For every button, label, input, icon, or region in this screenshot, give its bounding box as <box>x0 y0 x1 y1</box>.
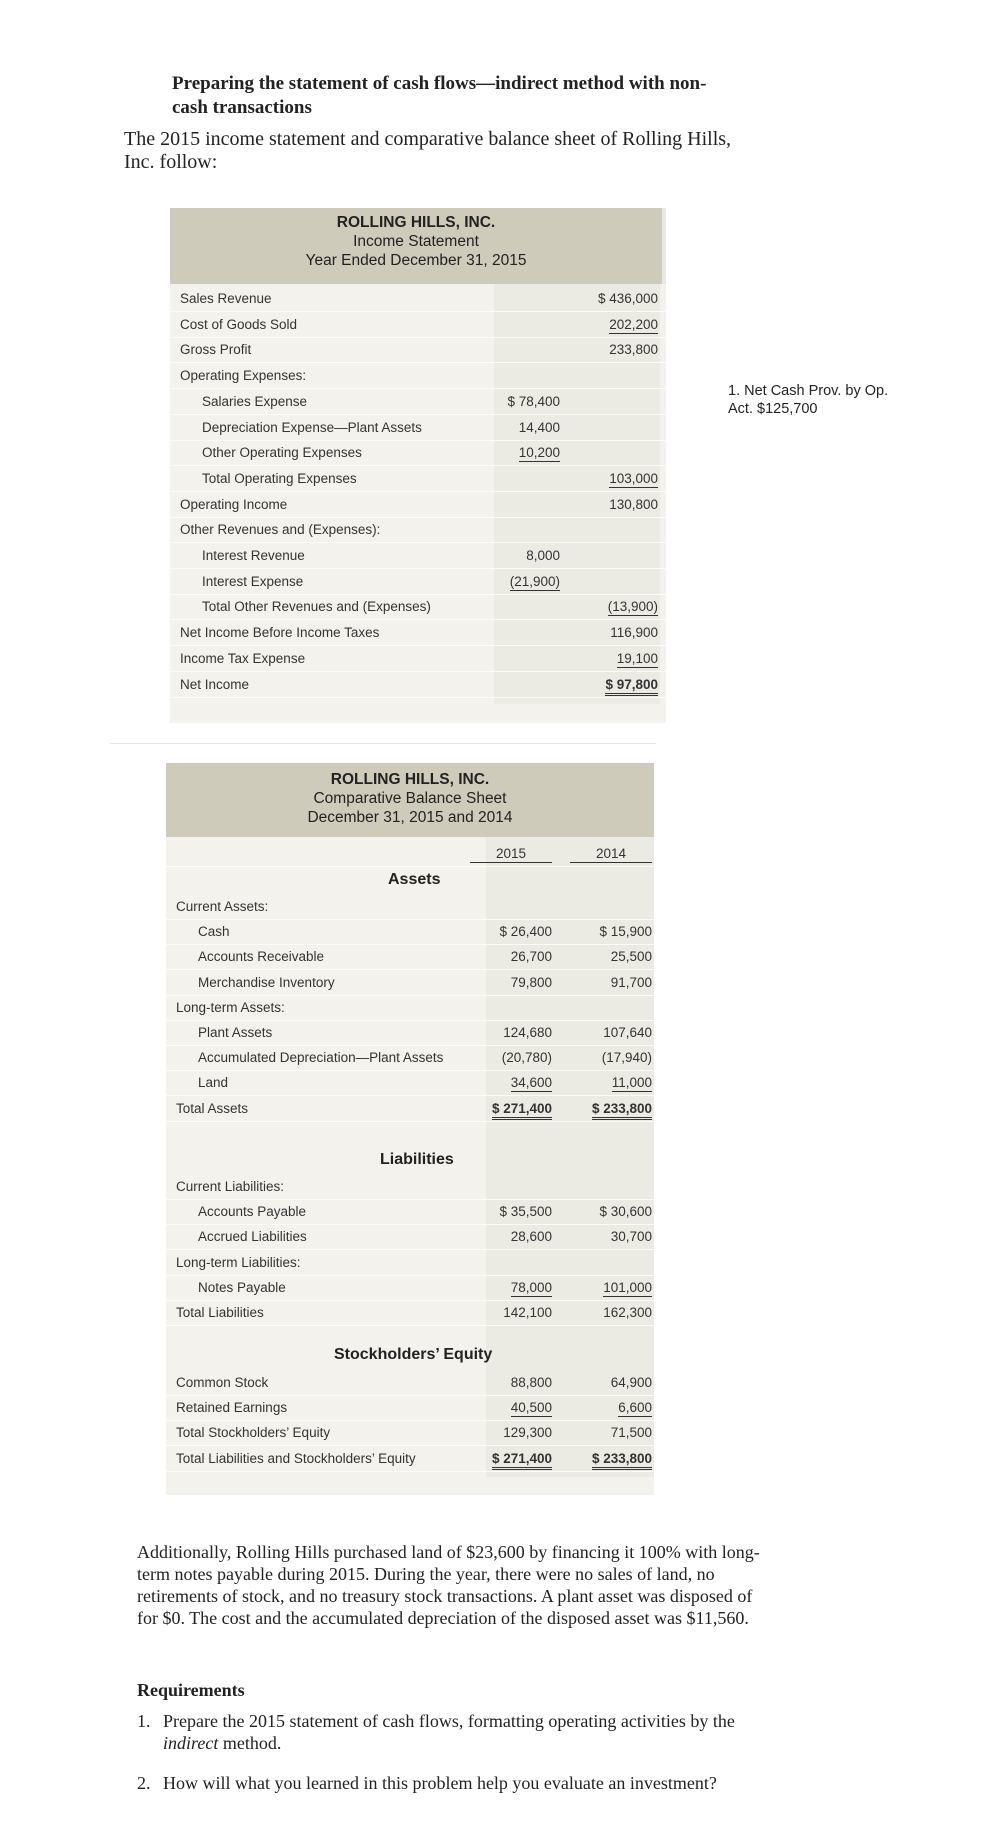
row-label: Long-term Liabilities: <box>176 1254 301 1270</box>
row-label: Total Operating Expenses <box>202 470 357 486</box>
table-row <box>170 363 666 389</box>
row-label: Total Assets <box>176 1100 249 1116</box>
additional-info: Additionally, Rolling Hills purchased land of $23,600 by financing it 100% with long-term notes payable during 2015. During the year, there were no sales of land, no retirements of stock, and no treasury stock transactions. A plant asset was disposed of for $0. The cost and the accumulated depreciation of the disposed asset was $11,560. <box>137 1542 760 1628</box>
row-value-col2: (13,900) <box>607 599 658 615</box>
company-name: ROLLING HILLS, INC. <box>330 771 490 788</box>
row-label: Total Other Revenues and (Expenses) <box>202 599 431 615</box>
table-row <box>170 646 666 672</box>
row-value-col2: 6,600 <box>618 1400 652 1416</box>
table-row <box>166 970 654 996</box>
table-row <box>166 1370 654 1396</box>
row-label: Plant Assets <box>198 1025 273 1040</box>
table-row <box>170 466 666 492</box>
row-value-col1: 26,700 <box>510 949 552 965</box>
row-label: Common Stock <box>176 1375 269 1390</box>
row-label: Notes Payable <box>198 1279 286 1295</box>
row-value-col2: 202,200 <box>609 316 658 332</box>
row-label: Cash <box>198 924 230 940</box>
row-label: Net Income <box>180 676 250 692</box>
table-row <box>170 415 666 441</box>
table-row <box>170 569 666 595</box>
row-label: Accounts Payable <box>198 1204 307 1220</box>
row-value-col2: $ 30,600 <box>599 1204 652 1220</box>
table-row <box>166 1395 654 1421</box>
table-row <box>166 1250 654 1276</box>
row-label: Total Stockholders’ Equity <box>176 1425 331 1441</box>
row-label: Total Liabilities <box>176 1305 264 1320</box>
table-row <box>166 1446 654 1472</box>
table-row <box>166 1224 654 1250</box>
row-label: Sales Revenue <box>180 291 272 306</box>
requirement-text: How will what you learned in this problem help you evaluate an investment? <box>163 1773 717 1793</box>
problem-title: Preparing the statement of cash flows—indirect method with non-cash transactions <box>172 73 707 118</box>
row-label: Income Tax Expense <box>180 650 306 666</box>
table-row <box>170 620 666 646</box>
row-value-col1: 40,500 <box>510 1400 552 1416</box>
row-value-col2: 11,000 <box>611 1075 652 1091</box>
table-row <box>166 1300 654 1326</box>
requirement-number: 2. <box>137 1773 151 1793</box>
table-row <box>170 286 666 312</box>
table-row <box>170 389 666 415</box>
row-value-col1: $ 35,500 <box>499 1204 552 1220</box>
col-header-2014: 2014 <box>570 846 652 863</box>
row-label: Depreciation Expense—Plant Assets <box>202 419 422 435</box>
row-value-col2: $ 97,800 <box>605 677 658 696</box>
table-row <box>166 944 654 970</box>
table-row <box>170 672 666 698</box>
row-value-col2: $ 233,800 <box>592 1451 652 1470</box>
section-title-equity: Stockholders’ Equity <box>334 1346 493 1363</box>
row-value-col1: $ 271,400 <box>492 1101 552 1120</box>
row-label: Net Income Before Income Taxes <box>180 625 380 641</box>
balance-sheet-header <box>166 763 654 837</box>
statement-name: Income Statement <box>353 233 479 250</box>
table-row <box>166 894 654 920</box>
table-row <box>166 995 654 1021</box>
table-row <box>170 594 666 620</box>
row-value-col1: 78,000 <box>510 1279 552 1295</box>
row-label: Cost of Goods Sold <box>180 316 298 332</box>
table-row <box>166 1275 654 1301</box>
row-value-col1: $ 78,400 <box>507 393 560 409</box>
divider <box>110 743 656 744</box>
row-label: Operating Expenses: <box>180 368 307 384</box>
income-statement <box>170 208 666 723</box>
requirements-heading: Requirements <box>137 1680 245 1700</box>
row-value-col1: $ 271,400 <box>492 1451 552 1470</box>
table-row <box>166 1045 654 1071</box>
table-row <box>170 337 666 363</box>
row-value-col2: 233,800 <box>609 342 658 358</box>
table-row <box>166 1174 654 1200</box>
row-value-col2: 101,000 <box>603 1279 652 1295</box>
requirement-2 <box>137 1772 777 1794</box>
row-label: Other Operating Expenses <box>202 445 362 461</box>
row-label: Accumulated Depreciation—Plant Assets <box>198 1050 444 1066</box>
table-row <box>170 517 666 543</box>
row-value-col1: $ 26,400 <box>499 924 552 940</box>
row-label: Merchandise Inventory <box>198 974 335 990</box>
company-name: ROLLING HILLS, INC. <box>336 214 496 231</box>
table-row <box>170 492 666 518</box>
statement-period: Year Ended December 31, 2015 <box>305 252 527 269</box>
requirement-1 <box>137 1710 777 1754</box>
row-label: Gross Profit <box>180 342 252 358</box>
row-label: Long-term Assets: <box>176 999 285 1015</box>
row-value-col1: (21,900) <box>509 573 560 589</box>
table-row <box>166 1199 654 1225</box>
requirement-emphasis: indirect <box>163 1733 219 1753</box>
row-value-col2: 91,700 <box>610 974 652 990</box>
row-label: Land <box>198 1075 229 1091</box>
row-value-col1: 28,600 <box>510 1229 552 1245</box>
row-value-col2: $ 15,900 <box>599 924 652 940</box>
row-value-col2: 103,000 <box>609 470 658 486</box>
table-row <box>166 1096 654 1122</box>
income-statement-header <box>170 208 666 284</box>
requirement-number: 1. <box>137 1711 151 1731</box>
row-label: Retained Earnings <box>176 1400 288 1416</box>
row-label: Current Assets: <box>176 899 269 914</box>
column-headers <box>166 841 654 867</box>
table-row <box>166 1070 654 1096</box>
problem-intro: The 2015 income statement and comparative balance sheet of Rolling Hills, Inc. follow: <box>124 128 732 173</box>
row-value-col2: 130,800 <box>609 496 658 512</box>
table-row <box>170 440 666 466</box>
row-value-col1: 88,800 <box>510 1375 552 1390</box>
table-row <box>166 919 654 945</box>
row-label: Current Liabilities: <box>176 1179 285 1194</box>
row-value-col1: 129,300 <box>503 1425 552 1441</box>
requirement-text <box>163 1710 777 1754</box>
row-label: Total Liabilities and Stockholders’ Equity <box>176 1450 416 1466</box>
row-value-col2: 162,300 <box>603 1305 652 1320</box>
requirement-text-part: method. <box>218 1733 282 1753</box>
table-row <box>170 312 666 338</box>
row-value-col2: 25,500 <box>610 949 652 965</box>
balance-sheet <box>166 763 654 1495</box>
row-value-col1: (20,780) <box>501 1050 552 1066</box>
row-value-col2: 19,100 <box>616 650 658 666</box>
row-value-col1: 79,800 <box>510 974 552 990</box>
row-value-col2: 107,640 <box>603 1025 652 1040</box>
row-label: Other Revenues and (Expenses): <box>180 522 381 538</box>
row-label: Interest Revenue <box>202 548 305 563</box>
row-label: Accounts Receivable <box>198 949 325 965</box>
answer-note: 1. Net Cash Prov. by Op. Act. $125,700 <box>728 383 889 417</box>
row-label: Interest Expense <box>202 573 304 589</box>
section-title-assets: Assets <box>388 871 441 888</box>
row-value-col1: 10,200 <box>518 445 560 461</box>
row-value-col2: 64,900 <box>610 1375 652 1390</box>
row-value-col1: 14,400 <box>518 419 560 435</box>
row-value-col2: 30,700 <box>610 1229 652 1245</box>
row-value-col2: 71,500 <box>610 1425 652 1441</box>
row-value-col2: $ 436,000 <box>597 291 658 306</box>
row-value-col1: 124,680 <box>503 1025 552 1040</box>
table-row <box>166 1420 654 1446</box>
statement-name: Comparative Balance Sheet <box>313 790 507 807</box>
row-value-col1: 34,600 <box>510 1075 552 1091</box>
row-label: Salaries Expense <box>202 393 308 409</box>
row-label: Operating Income <box>180 496 288 512</box>
row-value-col2: 116,900 <box>610 625 658 641</box>
row-label: Accrued Liabilities <box>198 1229 307 1245</box>
row-value-col2: $ 233,800 <box>592 1101 652 1120</box>
row-value-col1: 142,100 <box>503 1305 552 1320</box>
table-row <box>166 1020 654 1046</box>
row-value-col2: (17,940) <box>601 1050 652 1066</box>
section-title-liabilities: Liabilities <box>380 1151 454 1168</box>
row-value-col1: 8,000 <box>526 548 560 563</box>
requirement-text-part: Prepare the 2015 statement of cash flows, formatting operating activities by the <box>163 1711 735 1731</box>
col-header-2015: 2015 <box>470 846 552 863</box>
statement-period: December 31, 2015 and 2014 <box>307 809 513 826</box>
table-row <box>170 543 666 569</box>
